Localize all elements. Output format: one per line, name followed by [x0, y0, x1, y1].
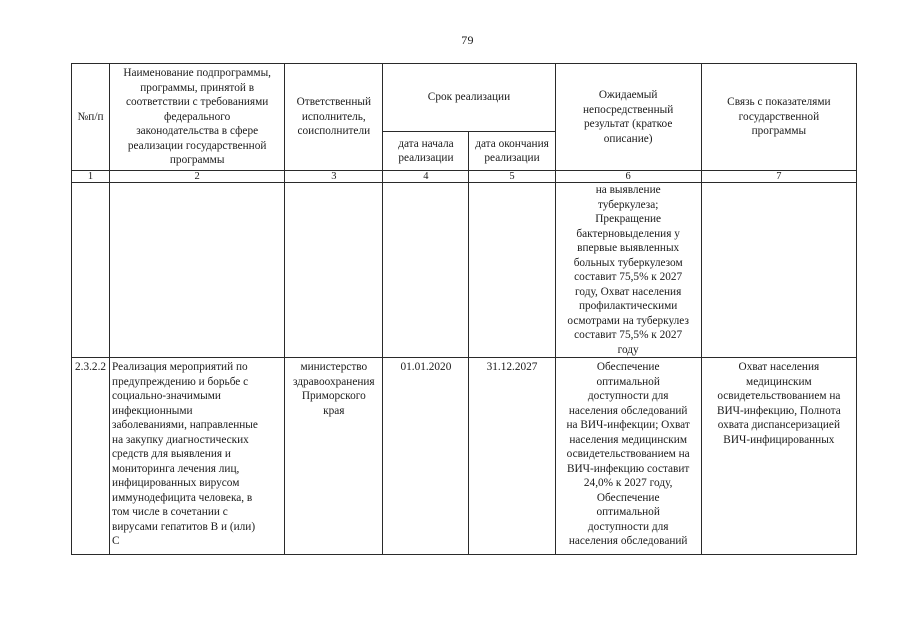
row-program-name: Реализация мероприятий по предупреждению и борьбе с социально-значимыми инфекционными заболеваниями, направленные на закупку диагностических средств для выявления и мониторинга лечения лиц, инфицированных вирусом иммунодефицита человека, в том числе в сочетании с вирусами гепатитов В и (или) С [110, 358, 285, 555]
header-number: №п/п [72, 64, 110, 171]
program-table [71, 63, 857, 555]
table-cell [285, 183, 383, 358]
header-start-date: дата начала реализации [383, 132, 469, 171]
header-indicators: Связь с показателями государственной программы [701, 64, 856, 171]
table-cell [469, 183, 555, 358]
table-row [72, 358, 857, 555]
continuation-row [72, 183, 857, 358]
continued-result-text: на выявление туберкулеза; Прекращение бактерновыделения у впервые выявленных больных туберкулезом составит 75,5% к 2027 году, Охват населения профилактическими осмотрами на туберкулез составит 75,5% к 2027 году [555, 183, 701, 358]
header-program-name: Наименование подпрограммы, программы, принятой в соответствии с требованиями федерального законодательства в сфере реализации государственной программы [110, 64, 285, 171]
row-number: 2.3.2.2 [72, 358, 110, 555]
row-executor: министерство здравоохранения Приморского края [285, 358, 383, 555]
header-period-group: Срок реализации [383, 64, 555, 132]
row-indicators: Охват населения медицинским освидетельствованием на ВИЧ-инфекцию, Полнота охвата диспансеризацией ВИЧ-инфицированных [701, 358, 856, 555]
table-cell [110, 183, 285, 358]
header-executor: Ответственный исполнитель, соисполнители [285, 64, 383, 171]
header-end-date: дата окончания реализации [469, 132, 555, 171]
row-end-date: 31.12.2027 [469, 358, 555, 555]
header-expected-result: Ожидаемый непосредственный результат (краткое описание) [555, 64, 701, 171]
column-numbers-row [72, 171, 857, 183]
page-number: 79 [461, 33, 474, 47]
column-number: 2 [110, 171, 285, 183]
table-cell [701, 183, 856, 358]
row-expected-result: Обеспечение оптимальной доступности для населения обследований на ВИЧ-инфекции; Охват населения медицинским освидетельствованием на ВИЧ-инфекцию составит 24,0% к 2027 году, Обеспечение оптимальной доступности для населения обследований [555, 358, 701, 555]
header-row-top [72, 64, 857, 132]
column-number: 6 [555, 171, 701, 183]
column-number: 4 [383, 171, 469, 183]
column-number: 1 [72, 171, 110, 183]
column-number: 7 [701, 171, 856, 183]
table-cell [383, 183, 469, 358]
row-start-date: 01.01.2020 [383, 358, 469, 555]
column-number: 5 [469, 171, 555, 183]
column-number: 3 [285, 171, 383, 183]
table-cell [72, 183, 110, 358]
